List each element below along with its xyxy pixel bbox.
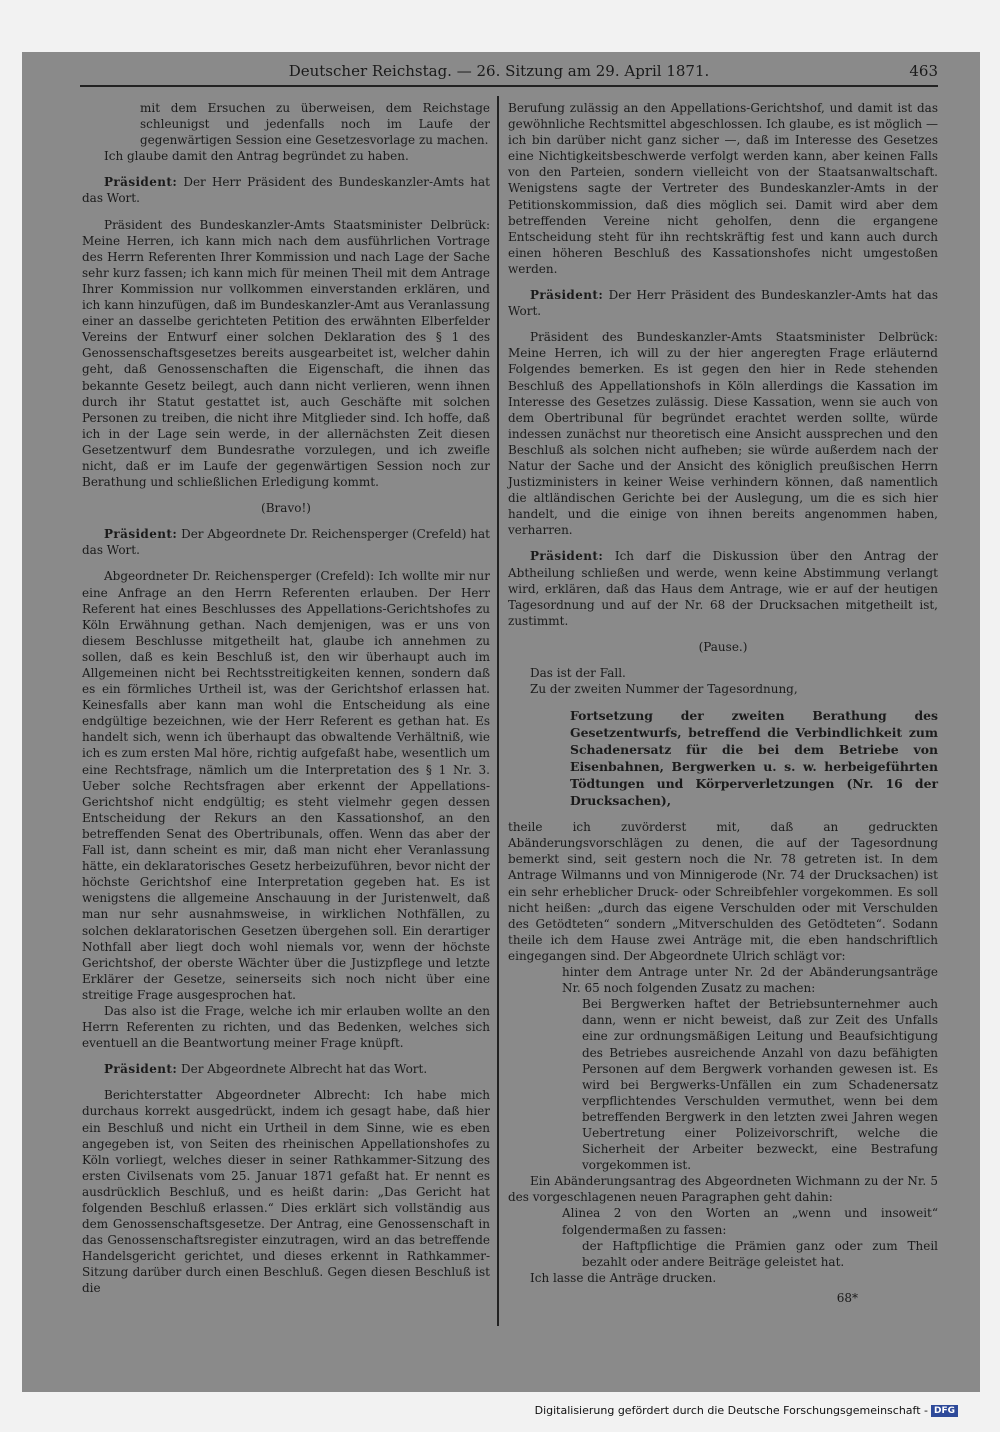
speaker-label: Präsident: <box>104 527 178 542</box>
body-paragraph: Berufung zulässig an den Appellations-Gerichtshof, und damit ist das gewöhnliche Rechtsmittel abgeschlossen. Ich glaube, es ist möglich — ich bin darüber nicht ganz sicher —, daß im Interesse des Gesetzes eine Nichtigkeitsbeschwerde verfolgt werden kann, aber keinen Falls von den Parteien, sondern vielleicht von der Staatsanwaltschaft. Wenigstens sagte der Vertreter des Bundeskanzler-Amts in der Petitionskommission, daß dies möglich sei. Damit wird aber dem betreffenden Vereine nicht geholfen, denn die ergangene Entscheidung steht für ihn rechtskräftig fest und kann auch durch einen höheren Beschluß des Kassationshofes nicht umgestoßen werden. <box>508 101 938 276</box>
speaker-label: Präsident: <box>530 288 604 303</box>
body-paragraph: Präsident des Bundeskanzler-Amts Staatsminister Delbrück: Meine Herren, ich kann mich nach dem ausführlichen Vortrage des Herrn Referenten Ihrer Kommission und nach Lage der Sache sehr kurz fassen; ich kann mich für meinen Theil mit dem Antrage Ihrer Kommission nur vollkommen einverstanden erklären, und ich kann hinzufügen, daß im Bundeskanzler-Amt aus Veranlassung einer an dasselbe gerichteten Petition des erwähnten Elberfelder Vereins der Entwurf einer solchen Deklaration des § 1 des Genossenschaftsgesetzes bereits ausgearbeitet ist, welcher dahin geht, daß Genossenschaften die Eigenschaft, die ihnen das bekannte Gesetz beilegt, auch dann nicht verlieren, wenn ihnen durch ihr Statut gestattet ist, auch Geschäfte mit solchen Personen zu treiben, die nicht ihre Mitglieder sind. Ich hoffe, daß ich in der Lage sein werde, in der allernächsten Zeit diesen Gesetzentwurf dem Bundesrathe vorzulegen, und ich zweifle nicht, daß er im Laufe der gegenwärtigen Session noch zur Berathung und schließlichen Erledigung kommt. <box>82 217 490 490</box>
body-paragraph: mit dem Ersuchen zu überweisen, dem Reichstage schleunigst und jedenfalls noch im Laufe der gegenwärtigen Session eine Gesetzesvorlage zu machen. <box>140 101 490 148</box>
body-paragraph: Bei Bergwerken haftet der Betriebsunternehmer auch dann, wenn er nicht beweist, daß zur Zeit des Unfalls eine zur ordnungsmäßigen Leitung und Beaufsichtigung des Betriebes ausreichende Anzahl von dazu befähigten Personen auf dem Bergwerk vorhanden gewesen ist. Es wird bei Bergwerks-Unfällen ein zum Schadenersatz verpflichtendes Verschulden vermuthet, wenn bei dem betreffenden Bergwerk in den letzten zwei Jahren wegen Uebertretung einer Polizeivorschrift, welche die Sicherheit der Arbeiter bezweckt, eine Bestrafung vorgekommen ist. <box>582 997 938 1173</box>
body-paragraph: (Bravo!) <box>261 501 311 516</box>
body-paragraph: (Pause.) <box>698 639 748 654</box>
speech-paragraph <box>82 1061 490 1077</box>
body-paragraph: Alinea 2 von den Worten an „wenn und insoweit“ folgendermaßen zu fassen: <box>562 1206 938 1237</box>
header-rule <box>80 85 938 87</box>
speech-text: Der Abgeordnete Dr. Reichensperger (Crefeld) hat das Wort. <box>82 527 490 558</box>
credit-text: Digitalisierung gefördert durch die Deutsche Forschungsgemeinschaft - <box>534 1404 928 1417</box>
speech-paragraph <box>82 174 490 206</box>
body-paragraph: Zu der zweiten Nummer der Tagesordnung, <box>530 682 798 697</box>
speaker-label: Präsident: <box>104 175 178 190</box>
dfg-logo: DFG <box>931 1405 958 1417</box>
speech-text: Der Herr Präsident des Bundeskanzler-Amts hat das Wort. <box>508 288 938 319</box>
body-paragraph: Präsident des Bundeskanzler-Amts Staatsminister Delbrück: Meine Herren, ich will zu der hier angeregten Frage erläuternd Folgendes bemerken. Es ist gegen den hier in Rede stehenden Beschluß des Appellationshofs in Köln allerdings die Kassation im Interesse des Gesetzes zulässig. Diese Kassation, wenn sie auch von dem Obertribunal für begründet erachtet werden sollte, würde indessen zunächst nur theoretisch eine Ansicht aussprechen und den Beschluß als solchen nicht aufheben; sie würde außerdem nach der Natur der Sache und der Ansicht des königlich preußischen Herrn Justizministers in keiner Weise verhindern können, daß namentlich die altländischen Gerichte bei der Auslegung, um die es sich hier handelt, und die einige von ihnen bereits angenommen haben, verharren. <box>508 330 938 538</box>
speech-text: Ich darf die Diskussion über den Antrag der Abtheilung schließen und werde, wenn keine Abstimmung verlangt wird, erklären, daß das Haus dem Antrage, wie er auf der heutigen Tagesordnung und auf der Nr. 68 der Drucksachen mitgetheilt ist, zustimmt. <box>508 549 938 628</box>
speaker-label: Präsident: <box>104 1062 178 1077</box>
body-paragraph: Das ist der Fall. <box>530 666 626 680</box>
left-column <box>82 100 490 1297</box>
speech-paragraph <box>82 526 490 558</box>
body-paragraph: Abgeordneter Dr. Reichensperger (Crefeld): Ich wollte mir nur eine Anfrage an den Herrn Referenten erlauben. Der Herr Referent hat eines Beschlusses des Appellations-Gerichtshofes zu Köln Erwähnung gethan. Nach demjenigen, was er uns von diesem Beschlusse mitgetheilt hat, glaube ich annehmen zu sollen, daß es kein Beschluß ist, den wir überhaupt auch im Allgemeinen nicht bei Rechtsstreitigkeiten kennen, sondern daß es ein förmliches Urtheil ist, was der Gerichtshof erlassen hat. Keinesfalls aber kann man wohl die Entscheidung als eine endgültige bezeichnen, wie der Herr Referent es gethan hat. Es handelt sich, wenn ich überhaupt das obwaltende Verhältniß, wie ich es zum ersten Mal höre, richtig aufgefaßt habe, wesentlich um eine Rechtsfrage, nämlich um die Interpretation des § 1 Nr. 3. Ueber solche Rechtsfragen aber erkennt der Appellations-Gerichtshof nicht endgültig; es steht vielmehr gegen dessen Entscheidung der Rekurs an den Kassationshof, an den betreffenden Senat des Obertribunals, offen. Wenn das aber der Fall ist, dann scheint es mir, daß man nicht eher Veranlassung hätte, ein deklaratorisches Gesetz herbeizuführen, bevor nicht der höchste Gerichtshof eine Interpretation gegeben hat. Es ist wenigstens die allgemeine Anschauung in der Juristenwelt, daß man nur sehr ausnahmsweise, in wirklichen Nothfällen, zu solchen deklaratorischen Gesetzen übergehen soll. Ein derartiger Nothfall aber liegt doch wohl niemals vor, wenn der höchste Gerichtshof, der oberste Wächter über die Justizpflege und letzte Erklärer der Gesetze, seinerseits sich noch nicht über eine streitige Frage ausgesprochen hat. <box>82 569 490 1002</box>
page-header-title: Deutscher Reichstag. — 26. Sitzung am 29. April 1871. <box>288 62 710 80</box>
right-column <box>508 100 938 1306</box>
body-paragraph: Ich lasse die Anträge drucken. <box>530 1270 717 1285</box>
page-number: 463 <box>909 62 938 80</box>
speech-text: Der Herr Präsident des Bundeskanzler-Amts hat das Wort. <box>82 175 490 206</box>
body-paragraph: Ein Abänderungsantrag des Abgeordneten Wichmann zu der Nr. 5 des vorgeschlagenen neuen Paragraphen geht dahin: <box>508 1174 938 1205</box>
body-paragraph: hinter dem Antrage unter Nr. 2d der Abänderungsanträge Nr. 65 noch folgenden Zusatz zu machen: <box>562 965 938 996</box>
speech-text: Der Abgeordnete Albrecht hat das Wort. <box>181 1062 428 1077</box>
speech-paragraph <box>508 548 938 628</box>
speaker-label: Präsident: <box>530 549 604 564</box>
speech-paragraph <box>508 287 938 319</box>
body-paragraph: Das also ist die Frage, welche ich mir erlauben wollte an den Herrn Referenten zu richten, und das Bedenken, welches sich eventuell an die Beantwortung meiner Frage knüpft. <box>82 1003 490 1051</box>
digitization-credit <box>535 1404 958 1418</box>
body-paragraph: theile ich zuvörderst mit, daß an gedruckten Abänderungsvorschlägen zu denen, die auf der Tagesordnung bemerkt sind, seit gestern noch die Nr. 78 getreten ist. In dem Antrage Wilmanns und von Minnigerode (Nr. 74 der Drucksachen) ist ein sehr erheblicher Druck- oder Schreibfehler vorgekommen. Es soll nicht heißen: „durch das eigene Verschulden oder mit Verschulden des Getödteten“ sondern „Mitverschulden des Getödteten“. Sodann theile ich dem Hause zwei Anträge mit, die eben handschriftlich eingegangen sind. Der Abgeordnete Ulrich schlägt vor: <box>508 820 938 963</box>
body-paragraph: der Haftpflichtige die Prämien ganz oder zum Theil bezahlt oder andere Beiträge geleistet hat. <box>582 1238 938 1269</box>
body-paragraph: Ich glaube damit den Antrag begründet zu haben. <box>104 149 409 164</box>
page-header <box>60 60 938 82</box>
column-divider <box>497 96 499 1326</box>
body-paragraph: 68* <box>836 1290 858 1305</box>
agenda-item: Fortsetzung der zweiten Berathung des Gesetzentwurfs, betreffend die Verbindlichkeit zum Schadenersatz für die bei dem Betriebe von Eisenbahnen, Bergwerken u. s. w. herbeigeführten Tödtungen und Körperverletzungen (Nr. 16 der Drucksachen), <box>570 708 938 809</box>
body-paragraph: Berichterstatter Abgeordneter Albrecht: Ich habe mich durchaus korrekt ausgedrückt, indem ich gesagt habe, daß hier ein Beschluß und nicht ein Urtheil in dem Sinne, wie es eben angegeben ist, von Seiten des rheinischen Appellationshofes zu Köln vorliegt, welches dieser in seiner Rathkammer-Sitzung des ersten Civilsenats vom 25. Januar 1871 gefaßt hat. Er nennt es ausdrücklich Beschluß, und es heißt darin: „Das Gericht hat folgenden Beschluß erlassen.“ Dies erklärt sich vollständig aus dem Genossenschaftsgesetze. Der Antrag, eine Genossenschaft in das Genossenschaftsregister einzutragen, wird an das betreffende Handelsgericht gerichtet, und dieses erkennt in Rathkammer-Sitzung darüber durch einen Beschluß. Gegen diesen Beschluß ist die <box>82 1088 490 1296</box>
